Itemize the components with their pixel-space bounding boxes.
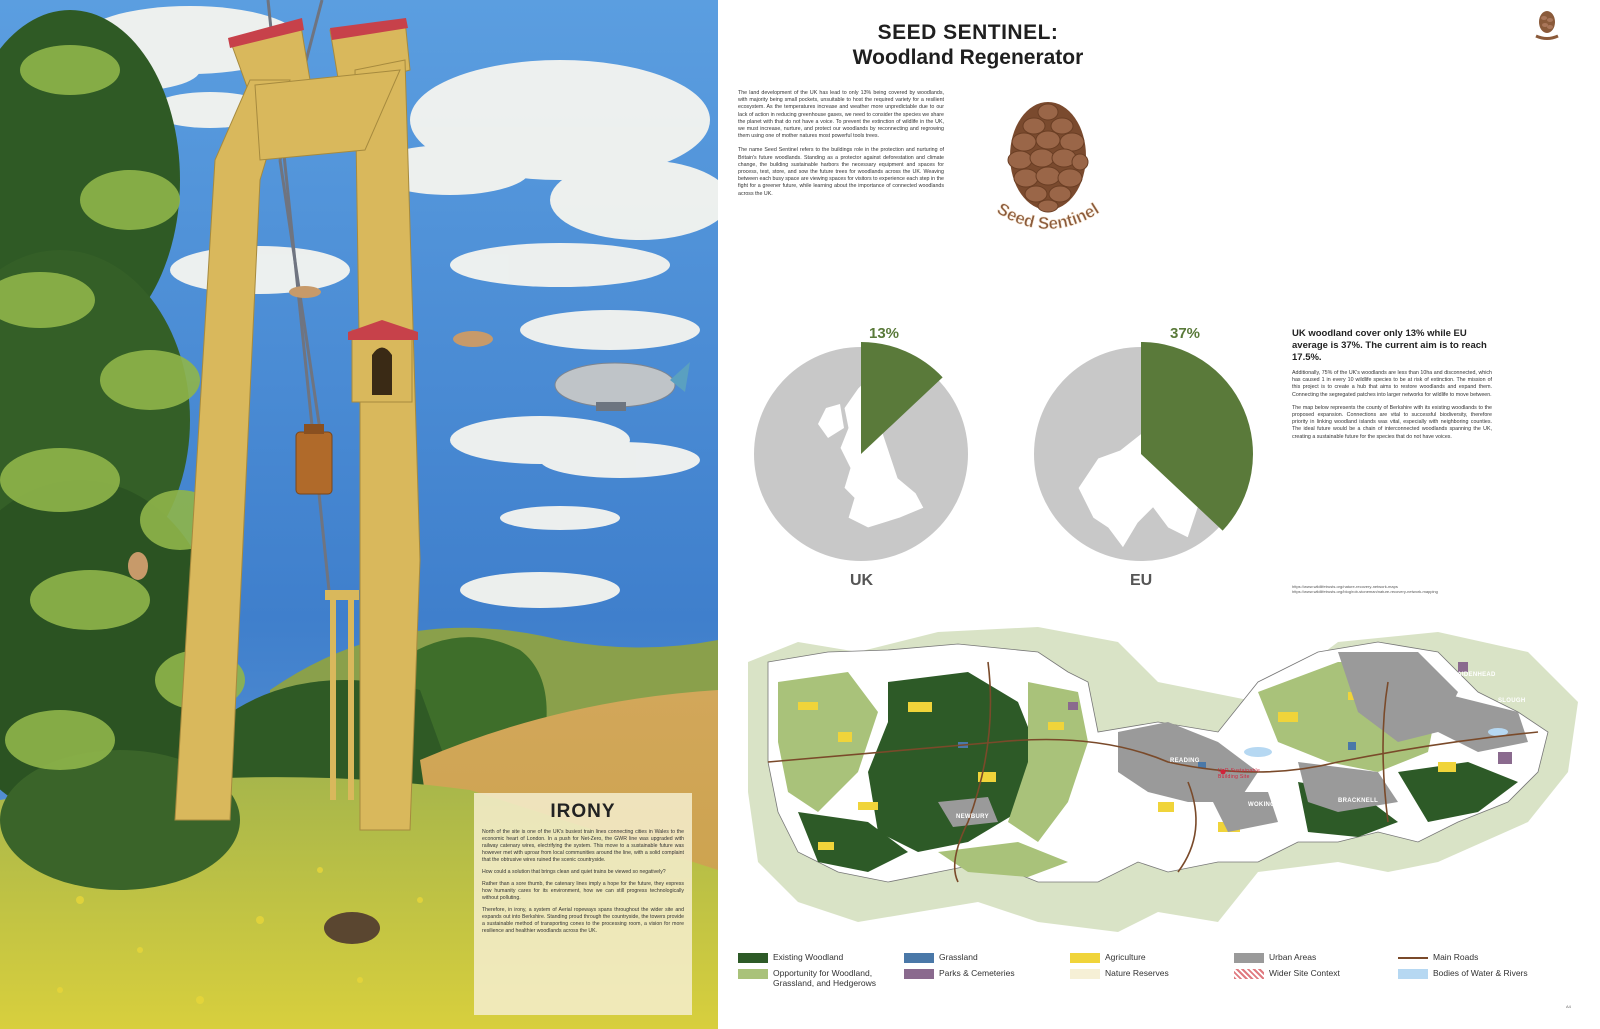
legend-swatch — [1234, 953, 1264, 963]
woodland-cover-comparison — [748, 318, 1268, 598]
eu-label: EU — [1130, 572, 1153, 589]
page-number: A4 — [1566, 1004, 1571, 1009]
map-label-reading: READING — [1170, 758, 1200, 764]
irony-paragraph: North of the site is one of the UK's busiest train lines connecting cities in Wales to the economic heart of London. In a push for Net-Zero, the GWR line was upgraded with railway catenary wires, electrifying the system. This move to a sustainable future was however met with uproar from local communities around the line, with a solid complaint that the obtrusive wires ruined the scenic countryside. — [482, 829, 684, 863]
irony-text-box — [474, 793, 692, 1015]
intro-text — [738, 90, 944, 205]
legend-swatch — [1234, 969, 1264, 979]
info-panel — [718, 0, 1600, 1029]
reference-link[interactable]: https://www.wildlifetrusts.org/nature-recovery-network-maps — [1292, 584, 1398, 589]
corner-pinecone-logo — [1530, 8, 1564, 42]
logo-wordmark: Seed Sentinel — [993, 199, 1103, 234]
title-line-1: SEED SENTINEL: — [877, 21, 1059, 44]
legend-label: Parks & Cemeteries — [939, 968, 1015, 978]
uk-percentage-label: 13% — [869, 325, 900, 342]
page-title — [778, 20, 1158, 71]
legend-swatch — [738, 969, 768, 979]
legend-label: Bodies of Water & Rivers — [1433, 968, 1528, 978]
irony-paragraph: How could a solution that brings clean and quiet trains be viewed so negatively? — [482, 869, 666, 875]
legend-swatch — [1070, 953, 1100, 963]
legend-main-roads — [1398, 952, 1478, 962]
illustration-panel — [0, 0, 718, 1029]
intro-paragraph: The name Seed Sentinel refers to the buildings role in the protection and nurturing of Britain's future woodlands. Standing as a protector against deforestation and climate change, the building sustainable harbors the necessary equipment and spaces for process, test, store, and sow the future trees for woodlands across the UK. Weaving between each busy space are viewing spaces for visitors to experience each step in the fight for a greener future, while learning about the importance of connected woodlands across the UK. — [738, 147, 944, 197]
legend-swatch — [1398, 969, 1428, 979]
pinecone-icon — [1008, 102, 1088, 212]
legend-agriculture — [1070, 952, 1146, 963]
title-line-2: Woodland Regenerator — [852, 46, 1084, 69]
berkshire-woodland-map — [738, 622, 1588, 942]
legend-swatch — [904, 953, 934, 963]
map-label-bracknell: BRACKNELL — [1338, 798, 1379, 804]
legend-label: Wider Site Context — [1269, 968, 1340, 978]
legend-label: Agriculture — [1105, 952, 1146, 962]
seed-sentinel-logo — [978, 90, 1118, 250]
stat-paragraph: The map below represents the county of Berkshire with its existing woodlands to the proposed expansion. Connections are vital to successful biodiversity, therefore priority in linking woodland islands was vital, especially with neighboring counties. The ideal future would be a chain of interconnected woodlands spanning the UK, creating a sustainable future for the species that do not have voices. — [1292, 404, 1492, 440]
legend-opportunity — [738, 968, 898, 988]
legend-water — [1398, 968, 1528, 979]
irony-paragraph: Rather than a sore thumb, the catenary lines imply a hope for the future, they express how humanity cares for its environment, how we can still progress technologically without polluting. — [482, 881, 684, 901]
legend-label: Opportunity for Woodland, Grassland, and Hedgerows — [773, 968, 877, 988]
map-label-slough: SLOUGH — [1498, 698, 1526, 704]
stat-heading: UK woodland cover only 13% while EU average is 37%. The current aim is to reach 17.5%. — [1292, 328, 1487, 363]
legend-swatch — [904, 969, 934, 979]
irony-paragraph: Therefore, in irony, a system of Aerial ropeways spans throughout the wider site and expands out into Berkshire. Standing proud through the countryside, the towers provide a sustainable method of transporting cones to the processing room, a vision for more resilience and healthier woodlands across the UK. — [482, 907, 684, 934]
legend-grassland — [904, 952, 978, 963]
uk-label: UK — [850, 572, 874, 589]
map-label-maidenhead: MAIDENHEAD — [1452, 672, 1496, 678]
stat-paragraph: Additionally, 75% of the UK's woodlands are less than 10ha and disconnected, which has caused 1 in every 10 wildlife species to be at risk of extinction. The mission of this project is to create a hub that aims to restore woodlands and expand them. Connecting the segregated patches into larger networks for wildlife to move between. — [1292, 370, 1492, 398]
legend-label: Urban Areas — [1269, 952, 1317, 962]
irony-title: IRONY — [550, 801, 616, 822]
legend-swatch — [738, 953, 768, 963]
statistics-text — [1292, 328, 1492, 447]
map-label-wokingham: WOKINGHAM — [1248, 802, 1290, 808]
legend-swatch — [1398, 957, 1428, 959]
legend-swatch — [1070, 969, 1100, 979]
legend-label: Grassland — [939, 952, 978, 962]
bird-box — [348, 320, 418, 402]
legend-label: Nature Reserves — [1105, 968, 1169, 978]
legend-label: Existing Woodland — [773, 952, 844, 962]
references — [1292, 584, 1462, 594]
map-label-site: UoR Sustainable Building Site — [1218, 768, 1261, 780]
eu-percentage-label: 37% — [1170, 325, 1201, 342]
legend-existing-woodland — [738, 952, 843, 963]
legend-urban-areas — [1234, 952, 1316, 963]
uk-circle — [754, 342, 968, 561]
legend-wider-site-context — [1234, 968, 1340, 979]
map-label-newbury: NEWBURY — [956, 814, 989, 820]
intro-paragraph: The land development of the UK has lead to only 13% being covered by woodlands, with majority being small pockets, unsuitable to host the required variety for a resilient ecosystem. As the temperatures increase and weather more unpredictable due to our lack of action in reducing greenhouse gases, we need to consider the species we share the planet with that do not have a voice. To prevent the extinction of wildlife in the UK, we must increase, nurture, and protect our woodlands by reconnecting and regrowing them using one of mother natures most powerful tools trees. — [738, 90, 944, 140]
legend-label: Main Roads — [1433, 952, 1479, 962]
legend-nature-reserves — [1070, 968, 1169, 979]
legend-parks — [904, 968, 1015, 979]
reference-link[interactable]: https://www.wildlifetrusts.org/blog/rob-stoneman/nature-recovery-network-mapping — [1292, 589, 1438, 594]
eu-circle — [1034, 342, 1253, 561]
seed-bucket — [296, 424, 332, 494]
map-legend — [738, 950, 1578, 1010]
